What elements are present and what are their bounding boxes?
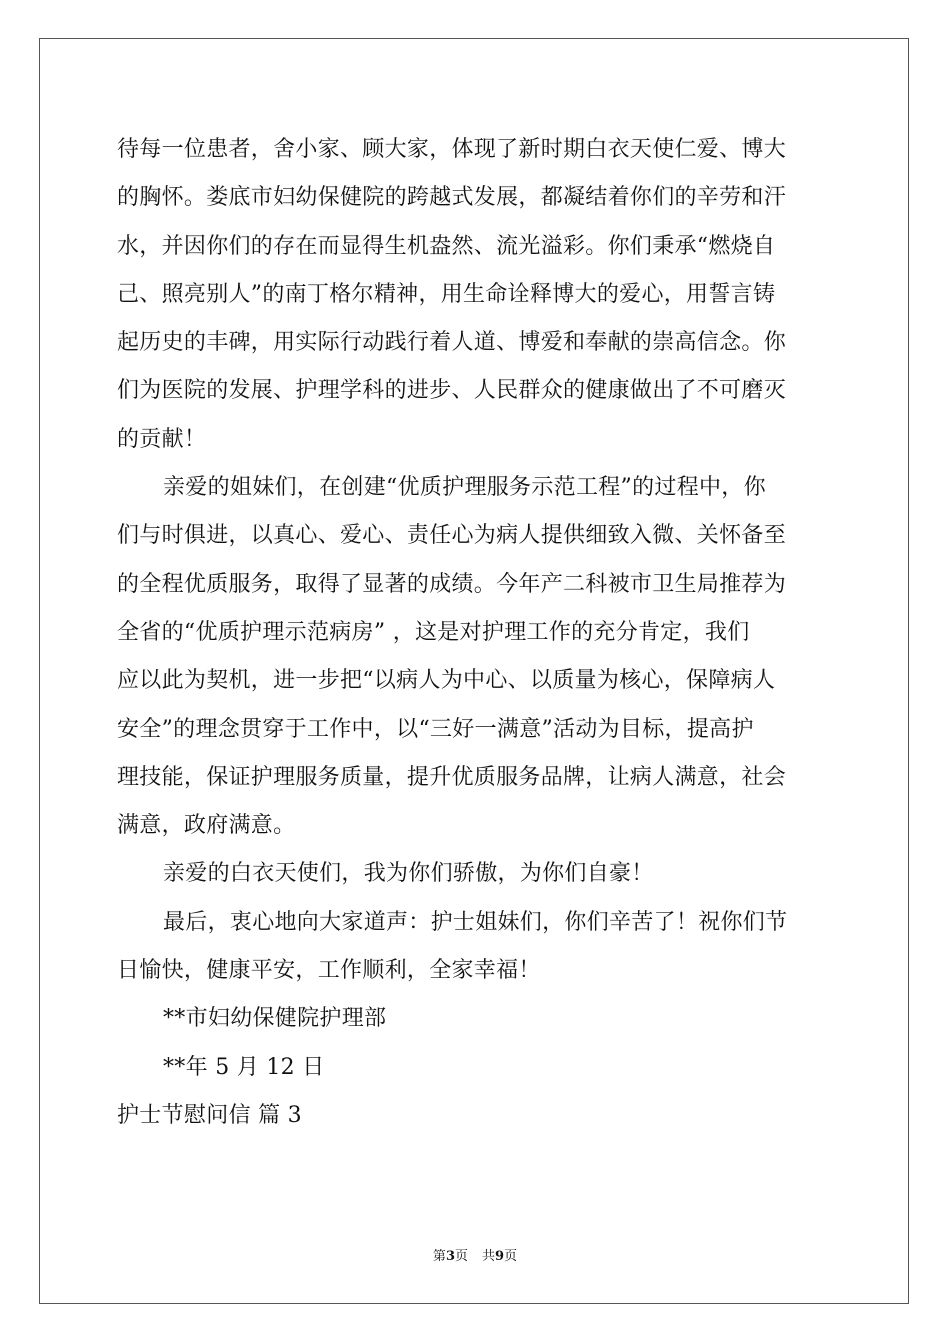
text-line: 理技能，保证护理服务质量，提升优质服务品牌，让病人满意，社会: [117, 764, 787, 790]
text-line: **年 5 月 12 日: [163, 1054, 325, 1080]
text-line: 亲爱的姐妹们，在创建“优质护理服务示范工程”的过程中，你: [163, 475, 766, 501]
text-line: 的贡献！: [117, 426, 207, 452]
footer-page-total: 9: [495, 1249, 505, 1264]
text-line: 己、照亮别人”的南丁格尔精神，用生命诠释博大的爱心，用誓言铸: [117, 281, 776, 307]
text-line: **市妇幼保健院护理部: [163, 1006, 387, 1032]
footer-total-prefix: 共: [482, 1249, 496, 1264]
text-line: 待每一位患者，舍小家、顾大家，体现了新时期白衣天使仁爱、博大: [117, 137, 787, 162]
document-body: [117, 126, 837, 1140]
text-line: 全省的“优质护理示范病房” ，这是对护理工作的充分肯定，我们: [117, 619, 750, 645]
footer-page-suffix: 页: [454, 1249, 468, 1264]
text-line: 们与时俱进，以真心、爱心、责任心为病人提供细致入微、关怀备至: [117, 523, 787, 549]
text-line: 满意，政府满意。: [117, 813, 296, 839]
footer-total-suffix: 页: [504, 1249, 518, 1264]
text-line: 日愉快，健康平安，工作顺利，全家幸福！: [117, 958, 541, 984]
text-line: 水，并因你们的存在而显得生机盎然、流光溢彩。你们秉承“燃烧自: [117, 233, 776, 259]
text-line: 安全”的理念贯穿于工作中，以“三好一满意”活动为目标，提高护: [117, 716, 754, 742]
text-line: 的全程优质服务，取得了显著的成绩。今年产二科被市卫生局推荐为: [117, 571, 787, 597]
text-line: 的胸怀。娄底市妇幼保健院的跨越式发展，都凝结着你们的辛劳和汗: [117, 185, 787, 211]
text-line: 护士节慰问信 篇 3: [117, 1102, 302, 1128]
text-line: 们为医院的发展、护理学科的进步、人民群众的健康做出了不可磨灭: [117, 378, 787, 404]
text-line: 起历史的丰碑，用实际行动践行着人道、博爱和奉献的崇高信念。你: [117, 330, 787, 356]
text-line: 亲爱的白衣天使们，我为你们骄傲，为你们自豪！: [163, 861, 654, 887]
text-line: 应以此为契机，进一步把“以病人为中心、以质量为核心，保障病人: [117, 668, 776, 694]
page-footer: [0, 1248, 950, 1266]
footer-page-prefix: 第: [432, 1249, 446, 1264]
text-line: 最后，衷心地向大家道声：护士姐妹们，你们辛苦了！祝你们节: [163, 909, 788, 935]
footer-page-current: 3: [445, 1249, 455, 1264]
